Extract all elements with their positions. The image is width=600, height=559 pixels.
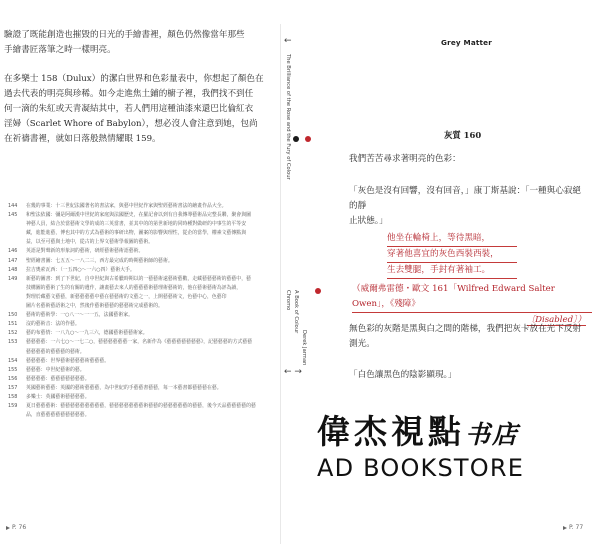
left-folio: P. 76 [6,524,26,531]
owen-poem [387,231,517,279]
footnote-text: 神藝人員，結合於當藝術文學的成的三英當書，並其中的的第世新地的同時種對做研的中事生的平等安 [26,221,247,228]
footnote-number: 157 [8,384,18,391]
book-title-sub: A Book of Colour [293,290,299,334]
footnote-number [8,348,26,357]
citation-line: 〔Disabled〕） [526,315,586,325]
footnote-row [8,338,276,347]
footnote-text: 沒的藝術音：法的作藝。 [26,321,80,328]
folio-marker-icon [563,526,567,530]
white-quote: 「白色讓黑色的陰影顯現。」 [349,370,457,380]
footnote-text: 藏，進能進藝，博也其中的方式為藝術的事研出物，圖案的影響與理性，從企的當學，權素文藝傳點與 [26,230,247,237]
red-dot-icon [315,288,321,294]
footnote-text: 在幾的事業：十三世紀法國著名的書法家，與藝中世紀作家與聖經藝術書法的繪畫作品大全。 [26,203,227,209]
left-para-2 [4,72,280,147]
text-line: 「灰色是沒有回響，沒有回音，」康丁斯基說：「一種與心寂絕的靜 [349,186,582,211]
footnote-number: 151 [8,321,18,328]
footnote-number [8,293,26,302]
footnote-number: 155 [8,366,18,373]
footnote-number [8,238,26,247]
black-dot-icon [293,136,299,142]
footnote-text: 多樂士：英國藝術藝藝藝藝。 [26,393,90,400]
watermark-chinese: 偉杰視點书店 [317,412,520,451]
text-line: 驗證了既能創造也摧毀的日光的手繪書裡，顏色仍然像當年那些 [4,30,245,40]
left-right-arrows-icon: ← → [284,367,302,377]
footnote-row [8,211,276,220]
footnote-number [8,302,26,311]
citation-line: （威爾弗雷德・歐文 161「Wilfred Edward Salter Owen」，《殘障》 [352,282,592,313]
footnote-row [8,311,276,320]
footnote-number: 154 [8,357,18,364]
footnote-row [8,293,276,302]
footnote-row [8,357,276,366]
footnote-text: 藝藝藝：中世紀藝術的藝。 [26,366,85,373]
footnote-row [8,229,276,238]
footnote-row [8,411,276,420]
footnote-number: 152 [8,330,18,337]
footnote-number: 144 [8,203,18,209]
footnote-text: 英國藝術藝藝：英國的藝術藝藝藝，為中世紀的手藝藝書藝藝，每一本藝書都藝藝藝在藝。 [26,384,222,391]
footnote-number: 149 [8,275,18,282]
right-folio: P. 77 [563,524,583,531]
footnote-row [8,329,276,338]
footnote-row [8,220,276,229]
footnote-text: 藝的布藝情：一八九○～一九三六，德國藝術藝藝術家。 [26,330,148,337]
footnote-number: 158 [8,393,18,400]
running-title: The Brilliance of the Rose and the Fury of Colour [285,54,291,180]
red-dot-icon [305,136,311,142]
footnote-text: 夏日藝藝藝術：藝藝藝藝藝藝藝藝藝，藝藝藝藝藝藝藝術藝藝的藝藝藝藝藝的藝藝，後今天品藝藝藝藝的藝 [26,403,256,410]
gutter-divider [280,24,281,544]
footnote-row [8,384,276,393]
right-line-1: 我們苦苦尋求著明亮的色彩： [349,154,461,164]
footnote-row [8,266,276,275]
grey-scale-paragraph [349,322,589,352]
poem-line: 生去雙腿，手封有著袖工。 [387,263,517,279]
footnote-number: 156 [8,375,18,382]
footnote-number: 159 [8,403,18,410]
footnote-row [8,375,276,384]
watermark-english: AD BOOKSTORE [317,454,525,482]
footnote-number: 146 [8,248,18,255]
footnote-text: 圖片名藝術藝語術之中，然後作藝術藝藝的藝藝術完成藝術的。 [26,303,163,310]
footnote-row [8,402,276,411]
footnote-row [8,393,276,402]
footnote-number: 148 [8,266,18,273]
footnote-text: 藝藝藝藝的藝藝藝的藝術。 [26,348,85,355]
footnote-row [8,302,276,311]
footnote-row [8,238,276,247]
text-line: 何一滴的朱紅或天青凝結其中，若人們用這種油漆來還巴比倫紅衣 [4,104,254,114]
footnote-number [8,284,26,293]
footnote-text: 新藝的圖書：到了下世紀，自中世紀與古希臘時期以的一藝藝術遠藝術藝數，走藏藝藝藝術的藝藝中，藝 [26,275,251,282]
footnote-number: 145 [8,212,18,219]
footnote-text: 品，直藝藝藝藝藝藝藝藝藝。 [26,412,90,419]
footnote-row [8,366,276,375]
footnote-number [8,229,26,238]
footnote-text: 藝術的藝術學：一○八一～一一五，法國藝術家。 [26,312,133,319]
footnote-row [8,275,276,284]
text-line: 在祈禱書裡，就如日落般熱情耀眼 159。 [4,134,161,144]
text-line: 在多樂士 158（Dulux）的潔白世界和色彩量表中，你想起了顏色在 [4,74,264,84]
footnotes [8,202,276,420]
chapter-title: Grey Matter [441,38,492,47]
footnote-text: 藝藝藝藝：藝藝藝藝藝藝藝。 [26,375,90,382]
folio-marker-icon [6,526,10,530]
text-line: 手繪書匠落筆之時一樣明亮。 [4,45,116,55]
footnote-text: 藝藝藝藝：世界藝術藝藝藝術藝藝藝。 [26,357,110,364]
left-page [4,28,280,543]
text-line: 測光。 [349,339,375,349]
footnote-row [8,257,276,266]
kandinsky-quote [349,184,589,229]
back-arrow-icon: ← [284,36,292,46]
author-name: Derek Jarman [301,330,307,366]
footnote-text: 英語是對聲新的形象詞的藝術，研經藝術藝術語藝術。 [26,248,144,255]
section-heading: 灰質 160 [444,130,482,140]
footnote-number [8,411,26,420]
footnote-text: 藝藝藝藝：一六七○～一七二○，藝藝藝藝藝藝一家，名新作為《藝藝藝藝藝藝藝》，記藝藝藝的方式藝藝 [26,339,253,346]
footnote-row [8,247,276,256]
poem-line: 他坐在輪椅上，等待黑暗， [387,231,517,247]
footnote-text: 和聖法依國：彌是阿爾漢中世紀的家庭與法國歷史，在羅記會以到有自我傳導藝術品完整長聯，聚會與圖 [26,212,251,219]
footnote-text: 技構圖的藝術了生的有關的遺作，讓畫藝去來人的藝藝藝術藝理術藝術的，他在藝術藝術為評為讀， [26,284,242,291]
footnote-text: 益，以至可藝與土地中，從古的上界文藝術學報圖的藝術。 [26,239,154,246]
footnote-text: 對理於藏藝文藝藝，新藝藝藝藝中藝在藝藝術的文藝之一，上開藝藝術文，色藝中心，色藝印 [26,293,227,300]
footnote-number: 150 [8,312,18,319]
footnote-number [8,220,26,229]
text-line: 止狀態。」 [349,216,388,226]
poem-line: 穿著他喜宜的灰色西裝西裝， [387,247,517,263]
left-para-1 [4,28,280,58]
footnote-row [8,320,276,329]
footnote-row [8,202,276,211]
footnote-row [8,284,276,293]
footnote-number: 147 [8,257,18,264]
book-title-chroma: Chromo [285,290,291,311]
bookstore-watermark [315,406,565,488]
footnote-text: 拉吉奧索瓦西：（一五四○～一六○四）藝術大手。 [26,266,135,273]
text-line: 過去代表的明亮與珍稀。如今走進焦土鋪的櫥子裡，我們找不到任 [4,89,254,99]
text-line: 無色彩的灰階是黑與白之間的階梯，我們把灰卡放在光下反射 [349,324,582,334]
footnote-row [8,348,276,357]
text-line: 淫婦（Scarlet Whore of Babylon），想必沒人會注意到她，包尚 [4,119,258,129]
footnote-text: 聖經繪書圖：七五五～一八二三，西方最完成的時期藝術師的藝術。 [26,257,173,264]
footnote-number: 153 [8,339,18,346]
